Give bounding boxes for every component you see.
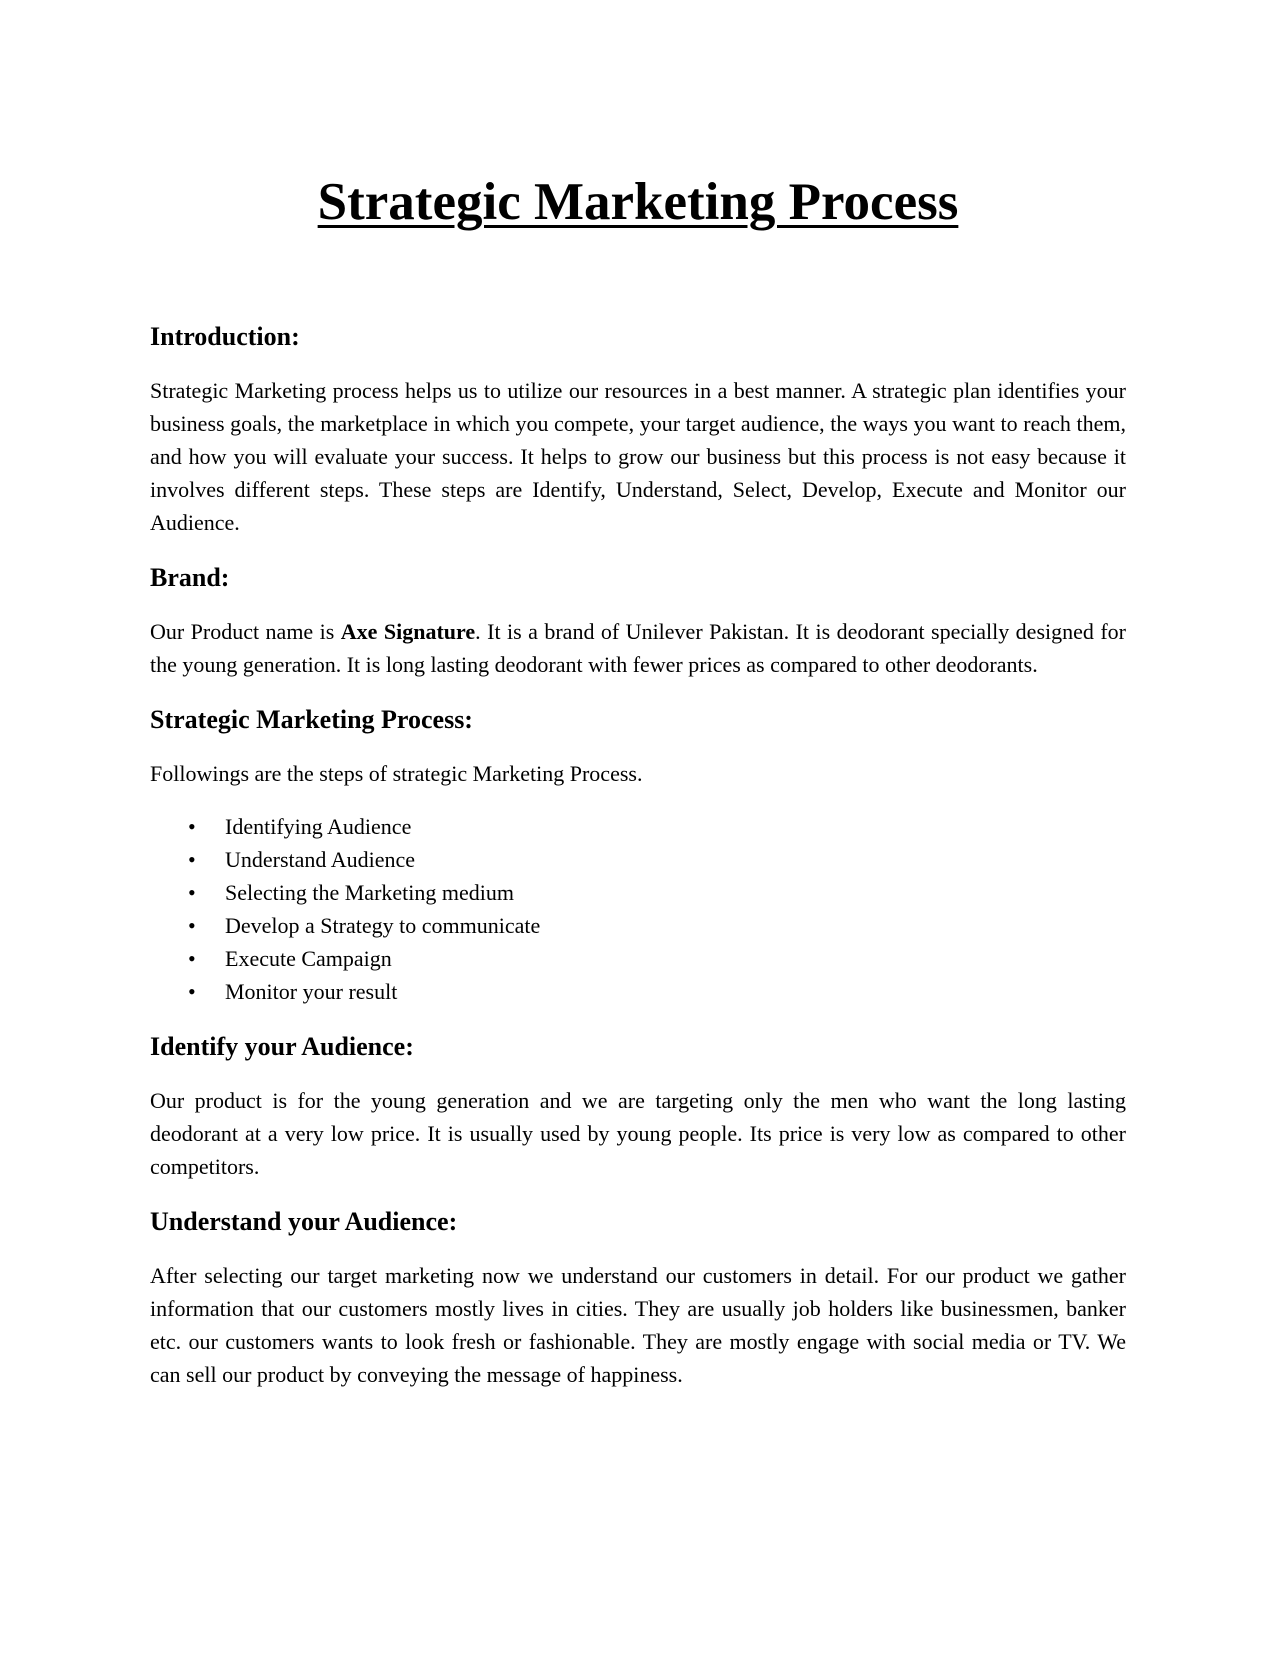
bullet-icon: • [188,913,196,938]
identify-audience-heading: Identify your Audience: [150,1032,414,1061]
bullet-icon: • [188,880,196,905]
introduction-heading: Introduction: [150,322,300,351]
process-intro: Followings are the steps of strategic Marketing Process. [150,761,643,786]
understand-audience-paragraph: After selecting our target marketing now we understand our customers in detail. For our product we gather information that our customers mostly lives in cities. They are usually job holders like businessmen, banker etc. our customers wants to look fresh or fashionable. They are mostly engage with social media or TV. We can sell our product by conveying the message of happiness. [150,1263,1126,1387]
bullet-icon: • [188,946,196,971]
identify-audience-paragraph: Our product is for the young generation and we are targeting only the men who want the long lasting deodorant at a very low price. It is usually used by young people. Its price is very low as compared to other competitors. [150,1088,1126,1179]
list-item [150,975,1126,1008]
brand-heading: Brand: [150,563,230,592]
product-name: Axe Signature [340,619,476,644]
list-item [150,843,1126,876]
step-label: Monitor your result [225,979,398,1004]
brand-text-after: . It is a brand of Unilever Pakistan. It is deodorant specially designed for the young generation. It is long lasting deodorant with fewer prices as compared to other deodorants. [150,619,1126,677]
step-label: Execute Campaign [225,946,392,971]
introduction-paragraph: Strategic Marketing process helps us to utilize our resources in a best manner. A strategic plan identifies your business goals, the marketplace in which you compete, your target audience, the ways you want to reach them, and how you will evaluate your success. It helps to grow our business but this process is not easy because it involves different steps. These steps are Identify, Understand, Select, Develop, Execute and Monitor our Audience. [150,378,1126,535]
bullet-icon: • [188,814,196,839]
process-steps-list [150,810,1126,1008]
bullet-icon: • [188,979,196,1004]
step-label: Understand Audience [225,847,415,872]
list-item [150,942,1126,975]
document-page [150,0,1126,1391]
process-heading: Strategic Marketing Process: [150,705,473,734]
brand-paragraph [150,615,1126,681]
list-item [150,810,1126,843]
bullet-icon: • [188,847,196,872]
brand-text-before: Our Product name is [150,619,341,644]
step-label: Selecting the Marketing medium [225,880,514,905]
understand-audience-heading: Understand your Audience: [150,1207,458,1236]
list-item [150,909,1126,942]
step-label: Develop a Strategy to communicate [225,913,541,938]
list-item [150,876,1126,909]
page-title: Strategic Marketing Process [317,173,959,231]
step-label: Identifying Audience [225,814,412,839]
